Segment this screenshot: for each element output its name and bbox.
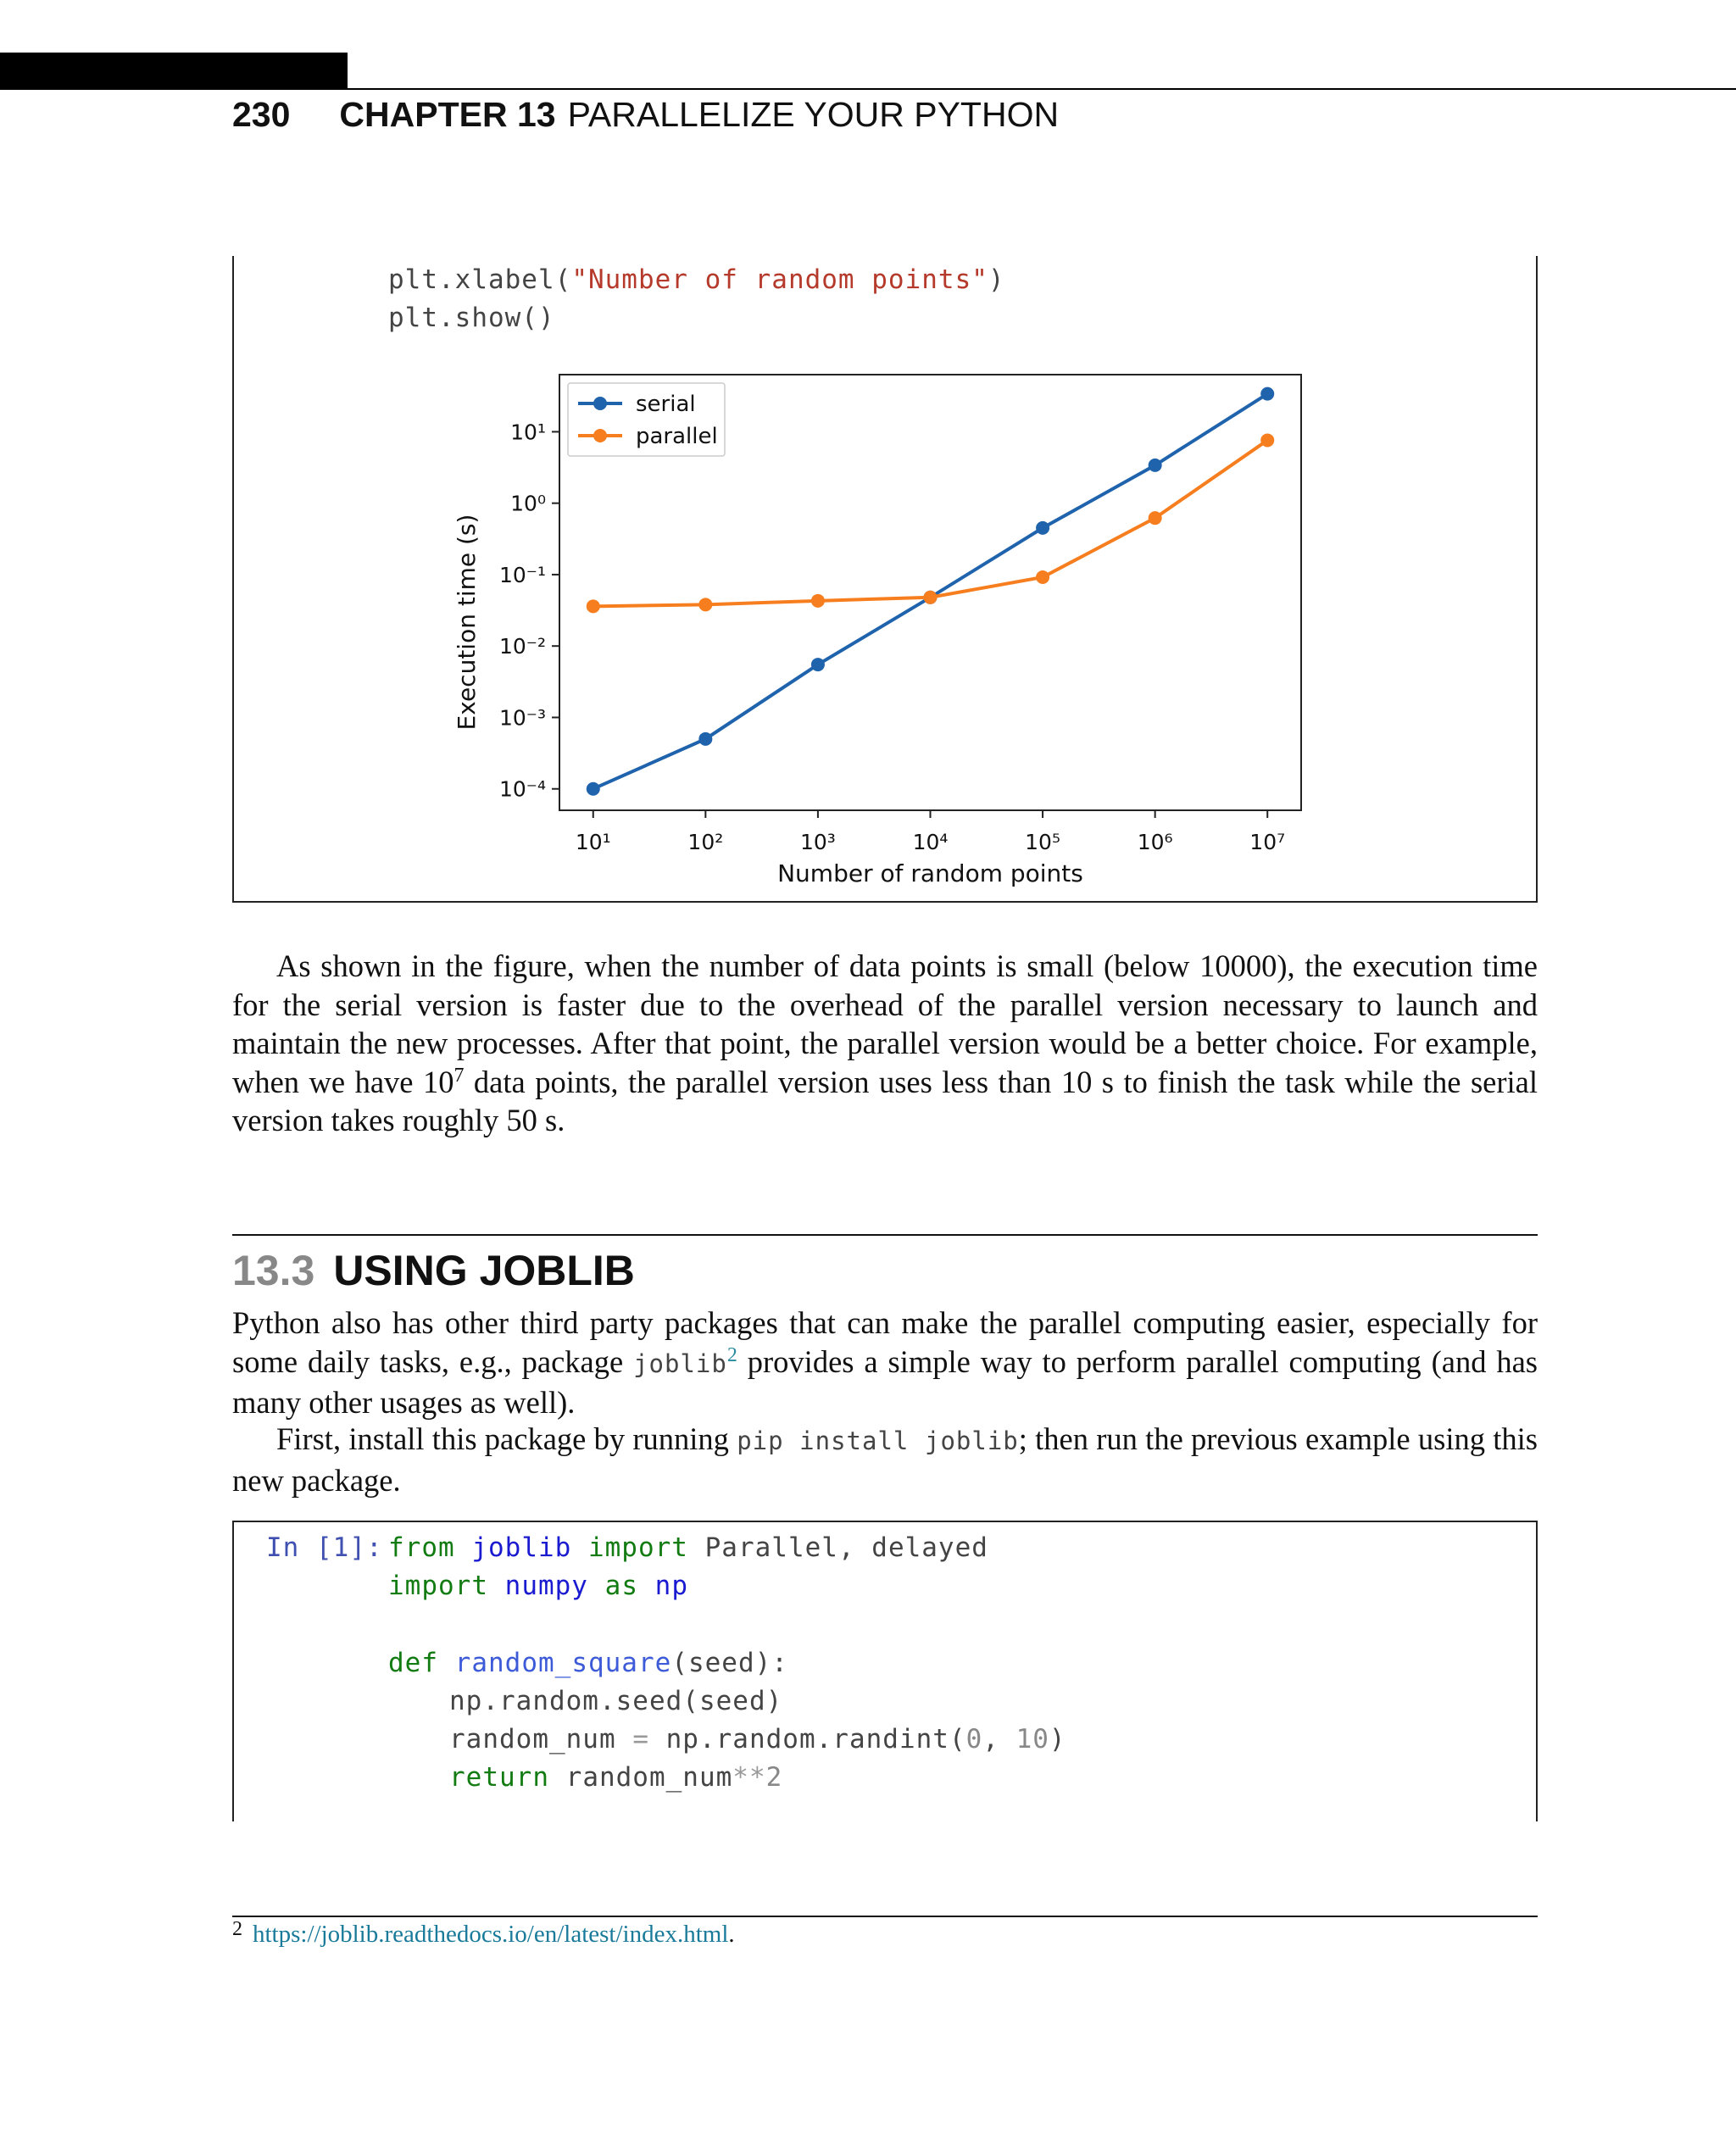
footnote-rule — [232, 1916, 1538, 1917]
legend-marker-parallel — [593, 429, 607, 442]
x-tick-label: 10⁶ — [1137, 830, 1173, 854]
legend-marker-serial — [593, 397, 607, 410]
code-line: import numpy as np — [388, 1571, 688, 1601]
data-point-parallel — [1036, 570, 1049, 584]
y-tick-label: 10⁰ — [510, 491, 546, 516]
paragraph-install: First, install this package by running pip install joblib; then run the previous example using this new package. — [232, 1421, 1538, 1498]
paragraph-joblib-intro: Python also has other third party packages that can make the parallel computing easier, especially for some daily tasks, e.g., package joblib$^2$ provides a simple way to perform parallel computing (and has many other usages as well). — [232, 1305, 1538, 1420]
data-point-parallel — [811, 594, 825, 608]
data-point-parallel — [1260, 433, 1274, 447]
x-tick-label: 10⁷ — [1249, 830, 1286, 854]
data-point-serial — [587, 782, 600, 796]
code-line: np.random.seed(seed) — [449, 1686, 783, 1716]
y-tick-label: 10⁻² — [498, 634, 546, 659]
code-line: def random_square(seed): — [388, 1648, 788, 1678]
chapter-label: CHAPTER 13 — [339, 95, 556, 134]
y-axis-label: Execution time (s) — [453, 514, 481, 731]
running-head — [232, 95, 1059, 135]
code-line: plt.xlabel("Number of random points") — [388, 264, 1005, 295]
chart-svg — [441, 356, 1356, 898]
legend-label-parallel: parallel — [636, 424, 718, 449]
y-tick-label: 10⁻⁴ — [498, 776, 546, 802]
code-line: random_num = np.random.randint(0, 10) — [449, 1724, 1066, 1755]
cell-prompt: In [1]: — [266, 1532, 383, 1563]
code-line: plt.show() — [388, 303, 555, 333]
x-tick-label: 10⁵ — [1025, 830, 1060, 854]
footnote-link[interactable]: https://joblib.readthedocs.io/en/latest/index.html — [253, 1921, 729, 1948]
series-line-parallel — [593, 440, 1267, 606]
x-tick-label: 10² — [687, 830, 724, 854]
data-point-parallel — [1149, 511, 1162, 525]
page-number: 230 — [232, 95, 291, 134]
data-point-parallel — [698, 598, 712, 611]
data-point-parallel — [587, 599, 600, 613]
x-tick-label: 10⁴ — [912, 830, 949, 854]
section-rule — [232, 1234, 1538, 1236]
x-tick-label: 10¹ — [575, 830, 611, 854]
x-tick-label: 10³ — [800, 830, 836, 854]
x-axis-label: Number of random points — [777, 859, 1083, 887]
data-point-serial — [1260, 387, 1274, 401]
footnote-ref[interactable]: 2 — [726, 1343, 737, 1366]
legend-label-serial: serial — [636, 392, 696, 417]
code-line: from joblib import Parallel, delayed — [388, 1532, 988, 1563]
data-point-serial — [1149, 459, 1162, 472]
execution-time-chart — [441, 356, 1356, 898]
header-rule — [348, 88, 1736, 90]
footnote: $^2$ https://joblib.readthedocs.io/en/latest/index.html. — [232, 1918, 735, 1948]
data-point-parallel — [924, 591, 938, 604]
y-tick-label: 10⁻¹ — [498, 562, 546, 587]
data-point-serial — [1036, 521, 1049, 535]
paragraph-figure-discussion: As shown in the figure, when the number of data points is small (below 10000), the execution time for the serial version is faster due to the overhead of the parallel version necessary to launch and maintain the new processes. After that point, the parallel version would be a better choice. For example, when we have $10^7$ data points, the parallel version uses less than 10 s to finish the task while the serial version takes roughly 50 s. — [232, 948, 1538, 1137]
section-title: USING JOBLIB — [333, 1247, 635, 1294]
chapter-title: PARALLELIZE YOUR PYTHON — [567, 95, 1060, 134]
footnote-mark: 2 — [232, 1918, 242, 1940]
section-number: 13.3 — [232, 1247, 315, 1294]
code-line: return random_num**2 — [449, 1762, 783, 1793]
header-black-bar — [0, 53, 348, 90]
y-tick-label: 10⁻³ — [498, 705, 546, 731]
section-heading — [232, 1246, 635, 1295]
y-tick-label: 10¹ — [510, 420, 546, 445]
data-point-serial — [811, 658, 825, 671]
data-point-serial — [698, 732, 712, 746]
